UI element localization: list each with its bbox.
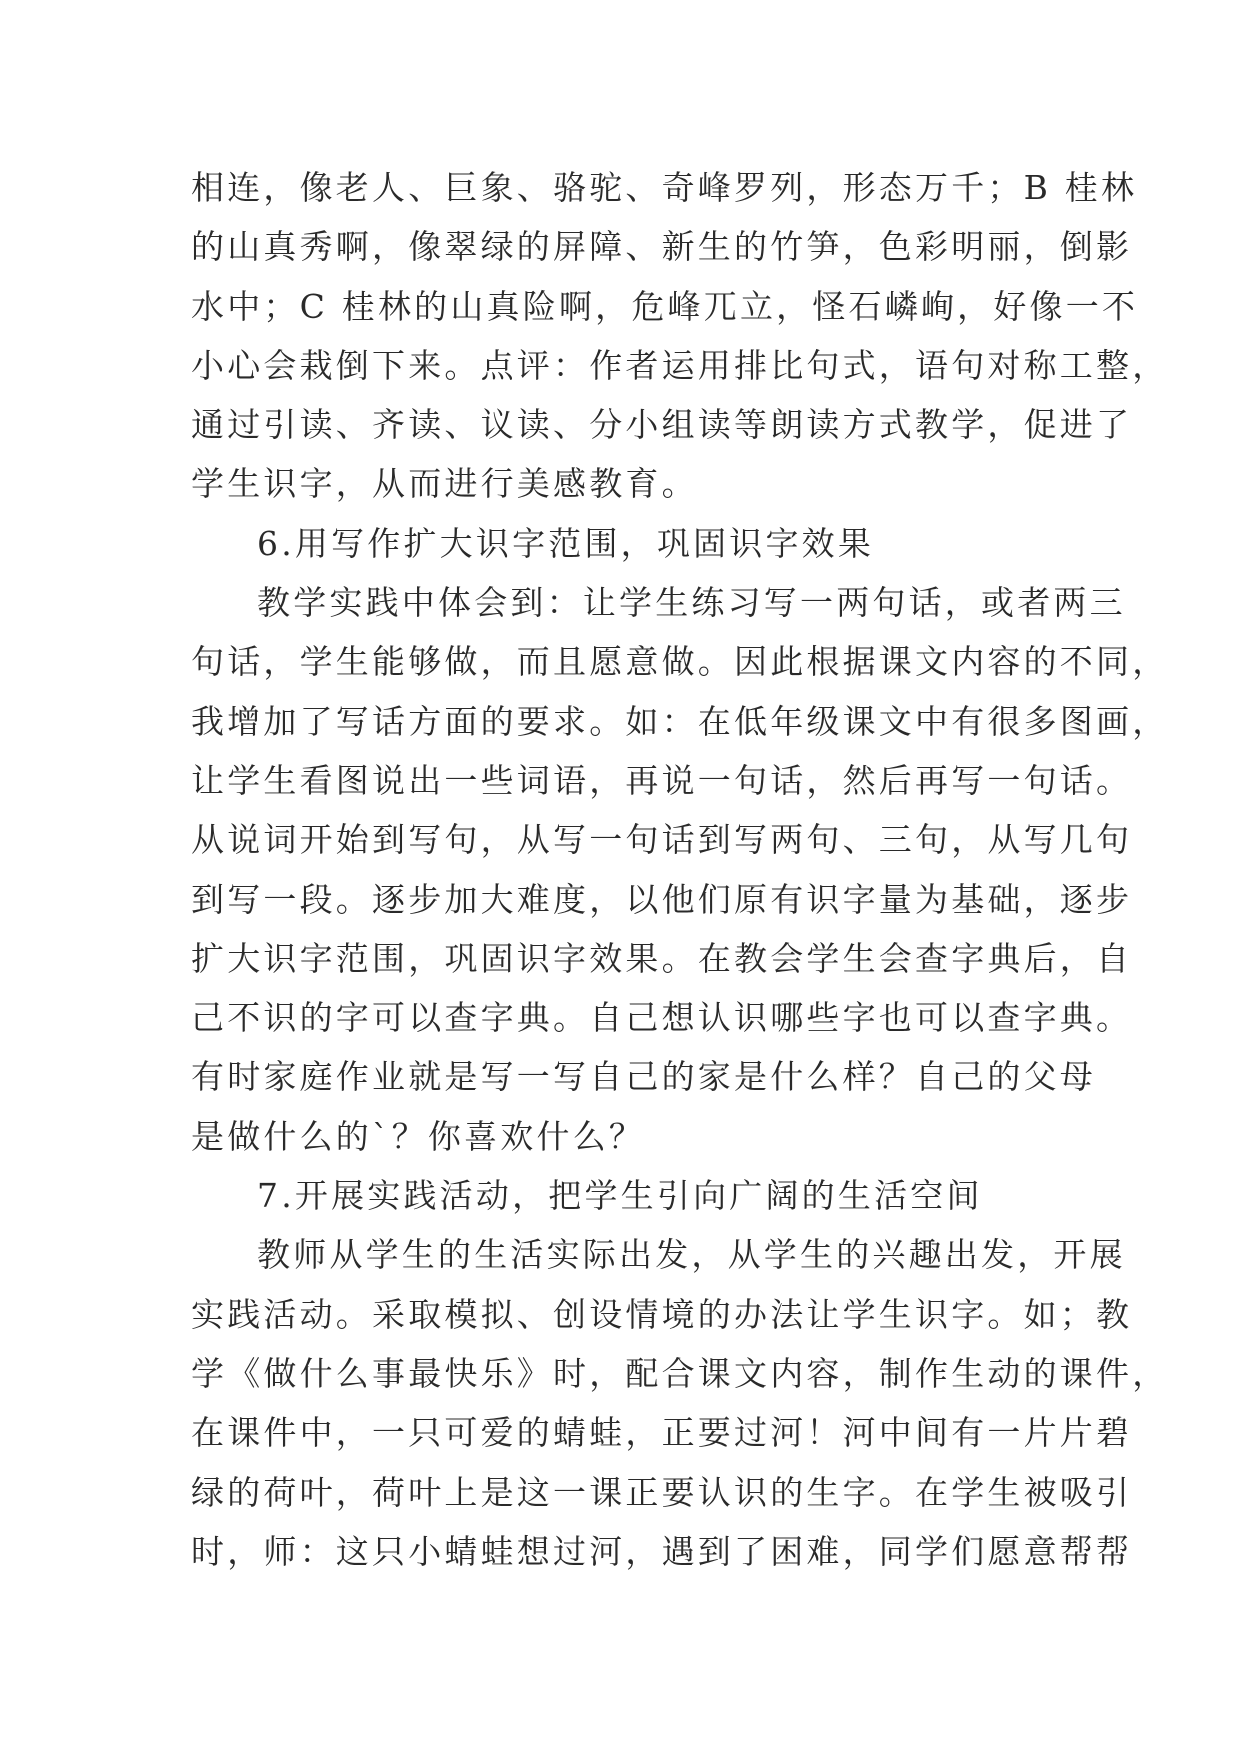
section-heading: 6.用写作扩大识字范围，巩固识字效果	[257, 523, 875, 563]
paragraph-line: 时，师：这只小蜻蛙想过河，遇到了困难，同学们愿意帮帮	[191, 1531, 1133, 1571]
paragraph-line: 学生识字，从而进行美感教育。	[191, 464, 698, 504]
paragraph-line: 句话，学生能够做，而且愿意做。因此根据课文内容的不同，	[191, 642, 1169, 682]
paragraph-line: 我增加了写话方面的要求。如：在低年级课文中有很多图画，	[191, 701, 1169, 741]
paragraph-line: 通过引读、齐读、议读、分小组读等朗读方式教学，促进了	[191, 405, 1133, 445]
paragraph-line: 教学实践中体会到：让学生练习写一两句话，或者两三	[257, 583, 1126, 623]
paragraph-line: 相连，像老人、巨象、骆驼、奇峰罗列，形态万千；B 桂林	[191, 168, 1138, 207]
document-body	[191, 158, 1169, 1581]
paragraph-line: 让学生看图说出一些词语，再说一句话，然后再写一句话。	[191, 760, 1133, 800]
paragraph-line: 学《做什么事最快乐》时，配合课文内容，制作生动的课件，	[191, 1353, 1169, 1393]
paragraph-line: 教师从学生的生活实际出发，从学生的兴趣出发，开展	[257, 1235, 1126, 1275]
paragraph-line: 是做什么的`？你喜欢什么？	[191, 1116, 646, 1156]
paragraph-line: 小心会栽倒下来。点评：作者运用排比句式，语句对称工整，	[191, 345, 1169, 385]
paragraph-line: 的山真秀啊，像翠绿的屏障、新生的竹笋，色彩明丽，倒影	[191, 227, 1133, 267]
section-heading: 7.开展实践活动，把学生引向广阔的生活空间	[257, 1176, 983, 1216]
paragraph-line: 实践活动。采取模拟、创设情境的办法让学生识字。如；教	[191, 1294, 1133, 1334]
paragraph-line: 在课件中，一只可爱的蜻蛙，正要过河！河中间有一片片碧	[191, 1413, 1133, 1453]
paragraph-line: 绿的荷叶，荷叶上是这一课正要认识的生字。在学生被吸引	[191, 1472, 1133, 1512]
paragraph-line: 水中；C 桂林的山真险啊，危峰兀立，怪石嶙峋，好像一不	[191, 286, 1139, 326]
paragraph-line: 到写一段。逐步加大难度，以他们原有识字量为基础，逐步	[191, 879, 1133, 919]
paragraph-line: 己不识的字可以查字典。自己想认识哪些字也可以查字典。	[191, 998, 1133, 1038]
paragraph-line: 有时家庭作业就是写一写自己的家是什么样？自己的父母	[191, 1057, 1096, 1097]
paragraph-line: 从说词开始到写句，从写一句话到写两句、三句，从写几句	[191, 820, 1133, 860]
paragraph-line: 扩大识字范围，巩固识字效果。在教会学生会查字典后，自	[191, 938, 1133, 978]
